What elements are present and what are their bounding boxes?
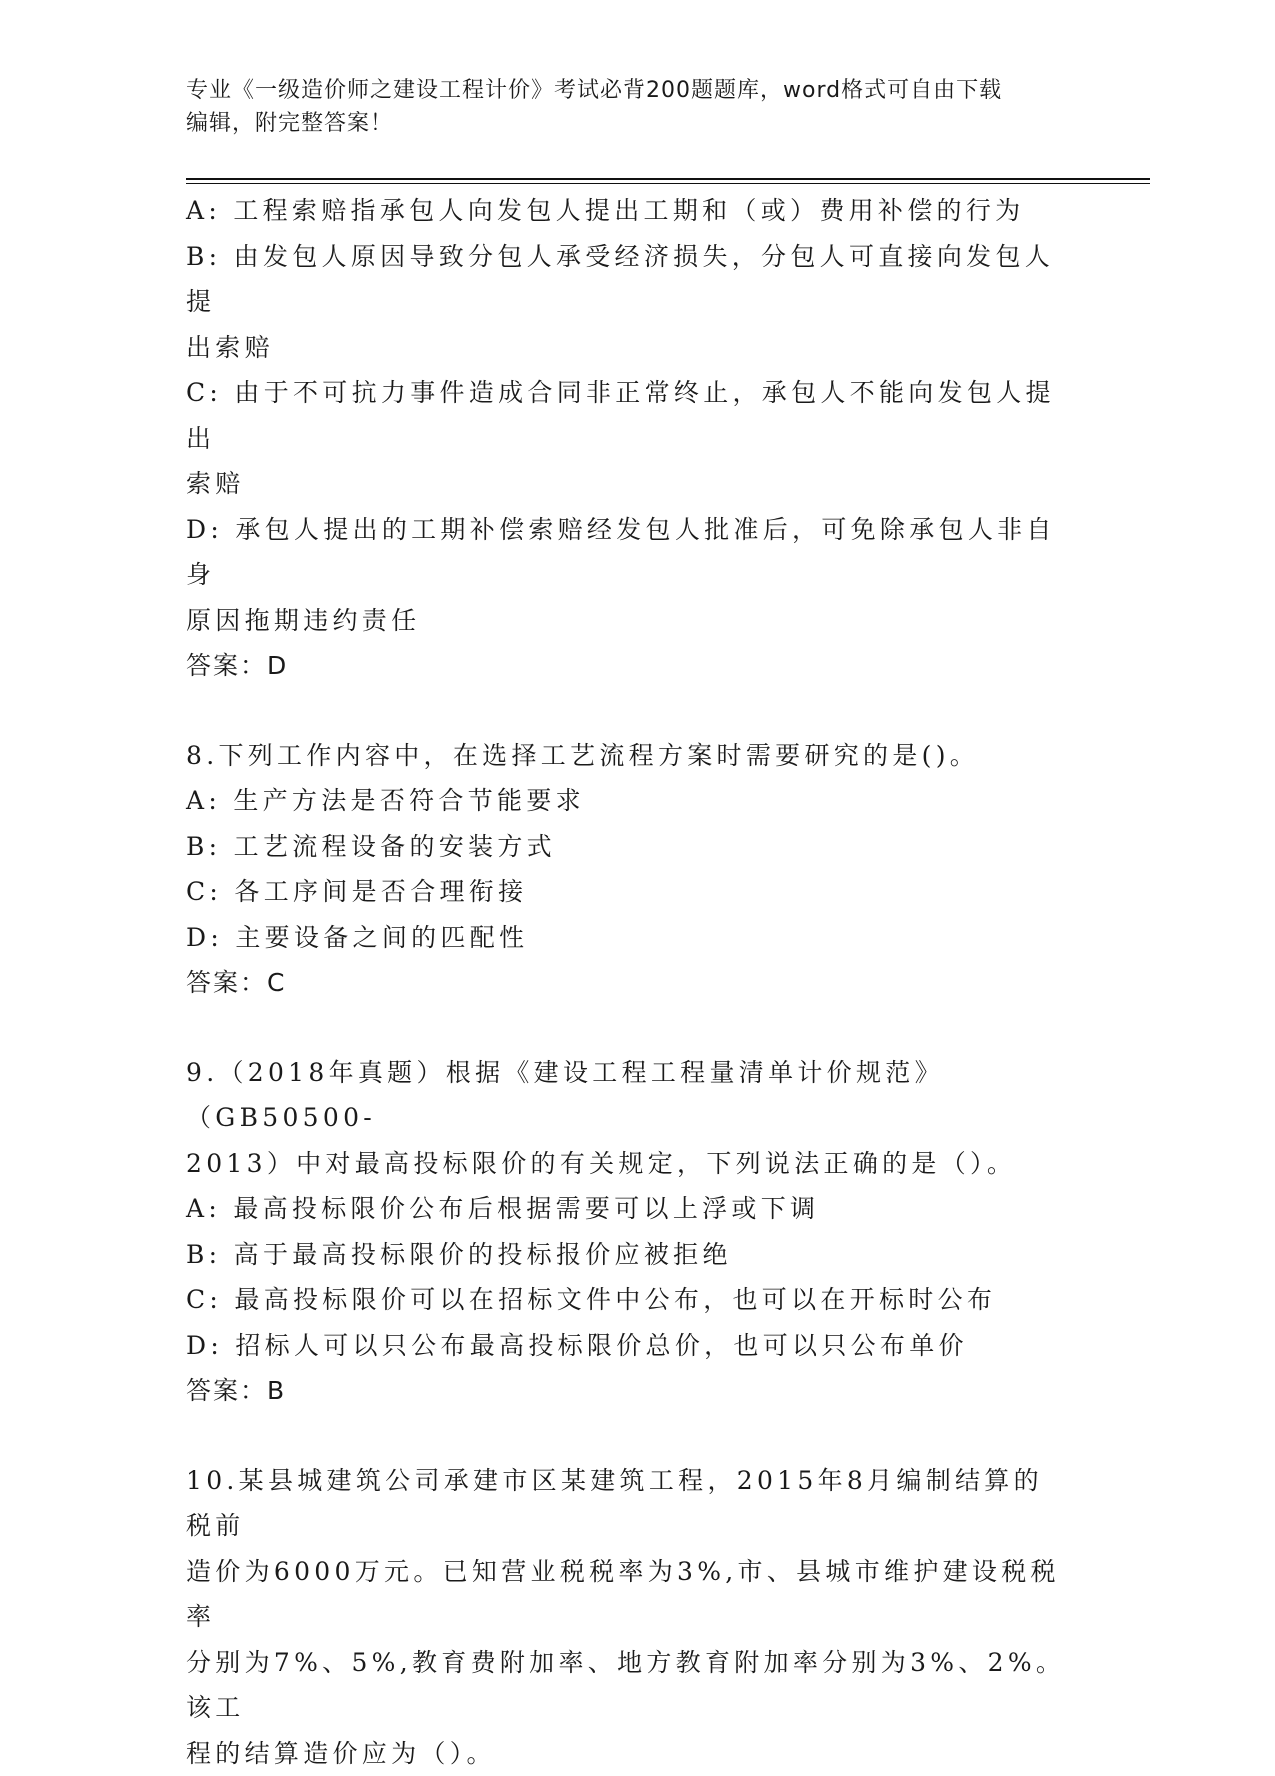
question-9: [186, 1050, 1066, 1414]
question-stem-cont: 程的结算造价应为（）。: [186, 1731, 1066, 1776]
question-stem: 10.某县城建筑公司承建市区某建筑工程，2015年8月编制结算的税前: [186, 1458, 1066, 1549]
option-c: C: 最高投标限价可以在招标文件中公布，也可以在开标时公布: [186, 1277, 1066, 1323]
option-a: A: 最高投标限价公布后根据需要可以上浮或下调: [186, 1186, 1066, 1232]
option-d-cont: 原因拖期违约责任: [186, 598, 1066, 644]
header-rule-thick: [186, 178, 1150, 180]
spacer: [186, 689, 1066, 733]
option-b: B: 由发包人原因导致分包人承受经济损失，分包人可直接向发包人提: [186, 234, 1066, 325]
option-b: B: 高于最高投标限价的投标报价应被拒绝: [186, 1232, 1066, 1278]
question-stem-cont: 分别为7%、5%,教育费附加率、地方教育附加率分别为3%、2%。该工: [186, 1640, 1066, 1731]
question-stem: 9.（2018年真题）根据《建设工程工程量清单计价规范》（GB50500-: [186, 1050, 1066, 1141]
answer: 答案：B: [186, 1368, 1066, 1414]
option-c-cont: 索赔: [186, 461, 1066, 507]
option-a: A: 工程索赔指承包人向发包人提出工期和（或）费用补偿的行为: [186, 188, 1066, 234]
spacer: [186, 1414, 1066, 1458]
question-8: [186, 733, 1066, 1006]
answer: 答案：D: [186, 643, 1066, 689]
option-c: C: 由于不可抗力事件造成合同非正常终止，承包人不能向发包人提出: [186, 370, 1066, 461]
document-header: [186, 74, 1066, 140]
option-b-cont: 出索赔: [186, 325, 1066, 371]
spacer: [186, 1006, 1066, 1050]
question-stem: 8.下列工作内容中，在选择工艺流程方案时需要研究的是()。: [186, 733, 1066, 779]
question-stem-cont: 2013）中对最高投标限价的有关规定，下列说法正确的是（）。: [186, 1141, 1066, 1187]
header-rule-thin: [186, 183, 1150, 184]
header-line-1: 专业《一级造价师之建设工程计价》考试必背200题题库，word格式可自由下载: [186, 74, 1066, 107]
option-b: B: 工艺流程设备的安装方式: [186, 824, 1066, 870]
question-stem-cont: 造价为6000万元。已知营业税税率为3%,市、县城市维护建设税税率: [186, 1549, 1066, 1640]
option-d: D: 承包人提出的工期补偿索赔经发包人批准后，可免除承包人非自身: [186, 507, 1066, 598]
answer: 答案：C: [186, 960, 1066, 1006]
question-10: [186, 1458, 1066, 1776]
option-d: D: 招标人可以只公布最高投标限价总价，也可以只公布单价: [186, 1323, 1066, 1369]
document-body: [186, 188, 1066, 1776]
header-line-2: 编辑，附完整答案！: [186, 107, 1066, 140]
question-7-tail: [186, 188, 1066, 689]
option-c: C: 各工序间是否合理衔接: [186, 869, 1066, 915]
option-a: A: 生产方法是否符合节能要求: [186, 778, 1066, 824]
option-d: D: 主要设备之间的匹配性: [186, 915, 1066, 961]
